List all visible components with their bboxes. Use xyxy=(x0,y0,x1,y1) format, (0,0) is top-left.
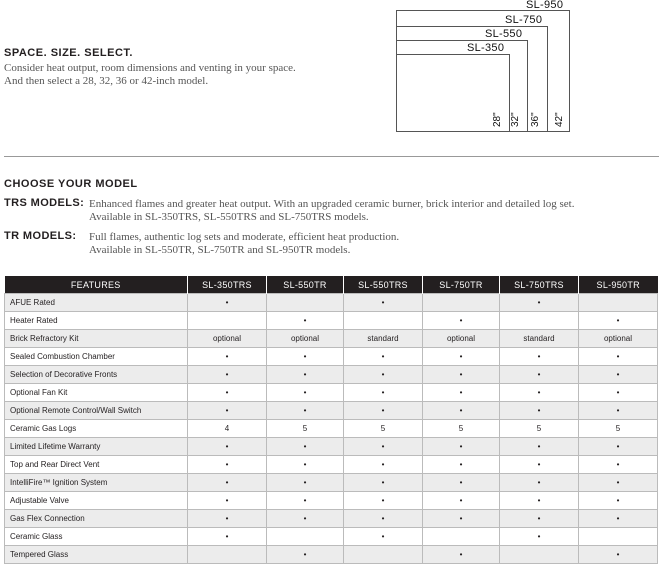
feature-name-cell: Ceramic Gas Logs xyxy=(5,420,188,438)
size-28: 28" xyxy=(492,112,503,127)
feature-value-cell: • xyxy=(188,438,267,456)
choose-title: CHOOSE YOUR MODEL xyxy=(4,178,138,190)
feature-value-cell: • xyxy=(423,456,500,474)
feature-value-cell: • xyxy=(188,366,267,384)
feature-value-cell: • xyxy=(344,438,423,456)
feature-value-cell xyxy=(344,312,423,330)
table-header-row xyxy=(5,276,658,294)
feature-value-cell: • xyxy=(344,366,423,384)
feature-value-cell: • xyxy=(267,348,344,366)
feature-name-cell: Heater Rated xyxy=(5,312,188,330)
feature-value-cell: • xyxy=(423,438,500,456)
feature-name-cell: Optional Remote Control/Wall Switch xyxy=(5,402,188,420)
feature-value-cell: • xyxy=(188,402,267,420)
feature-value-cell: • xyxy=(500,492,579,510)
feature-value-cell: • xyxy=(344,492,423,510)
feature-value-cell: 5 xyxy=(344,420,423,438)
feature-value-cell: • xyxy=(500,474,579,492)
feature-value-cell: • xyxy=(500,456,579,474)
feature-value-cell: • xyxy=(267,438,344,456)
feature-value-cell: • xyxy=(344,348,423,366)
feature-value-cell: • xyxy=(267,474,344,492)
feature-value-cell: • xyxy=(267,510,344,528)
header-sl-350trs: SL-350TRS xyxy=(188,276,267,294)
feature-name-cell: IntelliFire™ Ignition System xyxy=(5,474,188,492)
feature-name-cell: Tempered Glass xyxy=(5,546,188,564)
trs-availability: Available in SL-350TRS, SL-550TRS and SL-750TRS models. xyxy=(89,211,369,223)
feature-value-cell: • xyxy=(188,456,267,474)
table-row xyxy=(5,492,658,510)
feature-value-cell: • xyxy=(188,492,267,510)
tr-description: Full flames, authentic log sets and moderate, efficient heat production. xyxy=(89,231,400,243)
feature-value-cell: • xyxy=(267,312,344,330)
feature-value-cell: • xyxy=(423,384,500,402)
feature-value-cell: optional xyxy=(423,330,500,348)
table-row xyxy=(5,420,658,438)
header-features: FEATURES xyxy=(5,276,188,294)
feature-value-cell: • xyxy=(423,474,500,492)
feature-value-cell: • xyxy=(423,348,500,366)
feature-name-cell: Brick Refractory Kit xyxy=(5,330,188,348)
trs-label: TRS MODELS: xyxy=(4,197,85,209)
feature-value-cell: 5 xyxy=(267,420,344,438)
feature-value-cell: • xyxy=(423,366,500,384)
feature-value-cell: • xyxy=(267,384,344,402)
feature-value-cell: 5 xyxy=(423,420,500,438)
label-sl-550: SL-550 xyxy=(485,28,523,40)
header-sl-550trs: SL-550TRS xyxy=(344,276,423,294)
feature-value-cell: • xyxy=(267,546,344,564)
table-row xyxy=(5,456,658,474)
feature-value-cell: • xyxy=(344,294,423,312)
feature-value-cell xyxy=(500,312,579,330)
feature-value-cell xyxy=(579,528,658,546)
feature-value-cell: • xyxy=(344,474,423,492)
feature-value-cell xyxy=(423,528,500,546)
feature-value-cell: optional xyxy=(188,330,267,348)
feature-value-cell: standard xyxy=(344,330,423,348)
feature-name-cell: Optional Fan Kit xyxy=(5,384,188,402)
feature-value-cell: • xyxy=(500,528,579,546)
feature-value-cell: • xyxy=(579,366,658,384)
feature-value-cell: • xyxy=(579,402,658,420)
feature-value-cell: • xyxy=(344,402,423,420)
feature-name-cell: Sealed Combustion Chamber xyxy=(5,348,188,366)
feature-value-cell: • xyxy=(500,366,579,384)
feature-value-cell: • xyxy=(500,348,579,366)
intro-line1: Consider heat output, room dimensions and venting in your space. xyxy=(4,62,296,74)
feature-value-cell: • xyxy=(188,528,267,546)
feature-name-cell: Ceramic Glass xyxy=(5,528,188,546)
feature-value-cell: • xyxy=(188,348,267,366)
feature-name-cell: Adjustable Valve xyxy=(5,492,188,510)
feature-value-cell: • xyxy=(579,492,658,510)
feature-value-cell: • xyxy=(579,510,658,528)
header-sl-750trs: SL-750TRS xyxy=(500,276,579,294)
table-row xyxy=(5,546,658,564)
feature-value-cell: • xyxy=(344,528,423,546)
feature-value-cell xyxy=(579,294,658,312)
table-row xyxy=(5,384,658,402)
table-row xyxy=(5,330,658,348)
feature-name-cell: AFUE Rated xyxy=(5,294,188,312)
feature-value-cell: optional xyxy=(579,330,658,348)
feature-value-cell: • xyxy=(188,474,267,492)
feature-value-cell: standard xyxy=(500,330,579,348)
feature-value-cell: • xyxy=(500,384,579,402)
feature-value-cell: • xyxy=(579,384,658,402)
feature-value-cell: • xyxy=(500,294,579,312)
intro-title: SPACE. SIZE. SELECT. xyxy=(4,47,133,59)
feature-value-cell xyxy=(188,312,267,330)
feature-value-cell xyxy=(267,294,344,312)
feature-value-cell: • xyxy=(188,384,267,402)
feature-value-cell: • xyxy=(500,510,579,528)
feature-value-cell: • xyxy=(423,546,500,564)
feature-name-cell: Gas Flex Connection xyxy=(5,510,188,528)
feature-value-cell: 5 xyxy=(579,420,658,438)
intro-line2: And then select a 28, 32, 36 or 42-inch model. xyxy=(4,75,209,87)
feature-value-cell: • xyxy=(500,438,579,456)
feature-value-cell: • xyxy=(579,438,658,456)
table-row xyxy=(5,528,658,546)
feature-value-cell xyxy=(267,528,344,546)
feature-value-cell: • xyxy=(267,492,344,510)
feature-name-cell: Limited Lifetime Warranty xyxy=(5,438,188,456)
label-sl-350: SL-350 xyxy=(467,42,505,54)
feature-value-cell: • xyxy=(344,510,423,528)
header-sl-750tr: SL-750TR xyxy=(423,276,500,294)
table-row xyxy=(5,402,658,420)
feature-value-cell: • xyxy=(579,546,658,564)
feature-value-cell: • xyxy=(344,384,423,402)
feature-value-cell: • xyxy=(579,474,658,492)
table-row xyxy=(5,312,658,330)
feature-name-cell: Selection of Decorative Fronts xyxy=(5,366,188,384)
table-row xyxy=(5,366,658,384)
size-42: 42" xyxy=(554,112,565,127)
feature-value-cell: • xyxy=(188,510,267,528)
table-row xyxy=(5,294,658,312)
label-sl-950: SL-950 xyxy=(526,0,564,11)
feature-value-cell: • xyxy=(344,456,423,474)
feature-value-cell: 5 xyxy=(500,420,579,438)
table-row xyxy=(5,510,658,528)
feature-name-cell: Top and Rear Direct Vent xyxy=(5,456,188,474)
feature-value-cell: • xyxy=(423,492,500,510)
label-sl-750: SL-750 xyxy=(505,14,543,26)
feature-value-cell: • xyxy=(267,456,344,474)
feature-value-cell xyxy=(423,294,500,312)
feature-value-cell xyxy=(344,546,423,564)
feature-value-cell: • xyxy=(267,402,344,420)
feature-value-cell xyxy=(500,546,579,564)
table-row xyxy=(5,348,658,366)
table-row xyxy=(5,438,658,456)
feature-value-cell: • xyxy=(579,312,658,330)
section-divider xyxy=(4,156,659,157)
trs-description: Enhanced flames and greater heat output. With an upgraded ceramic burner, brick interior and detailed log set. xyxy=(89,198,575,210)
feature-value-cell: • xyxy=(500,402,579,420)
feature-value-cell: • xyxy=(579,348,658,366)
features-table xyxy=(4,276,658,564)
feature-value-cell: • xyxy=(423,402,500,420)
feature-value-cell xyxy=(188,546,267,564)
tr-label: TR MODELS: xyxy=(4,230,77,242)
feature-value-cell: • xyxy=(188,294,267,312)
header-sl-550tr: SL-550TR xyxy=(267,276,344,294)
feature-value-cell: • xyxy=(267,366,344,384)
table-row xyxy=(5,474,658,492)
size-32: 32" xyxy=(510,112,521,127)
feature-value-cell: • xyxy=(579,456,658,474)
feature-value-cell: • xyxy=(423,312,500,330)
feature-value-cell: 4 xyxy=(188,420,267,438)
tr-availability: Available in SL-550TR, SL-750TR and SL-950TR models. xyxy=(89,244,351,256)
size-36: 36" xyxy=(530,112,541,127)
header-sl-950tr: SL-950TR xyxy=(579,276,658,294)
feature-value-cell: optional xyxy=(267,330,344,348)
feature-value-cell: • xyxy=(423,510,500,528)
